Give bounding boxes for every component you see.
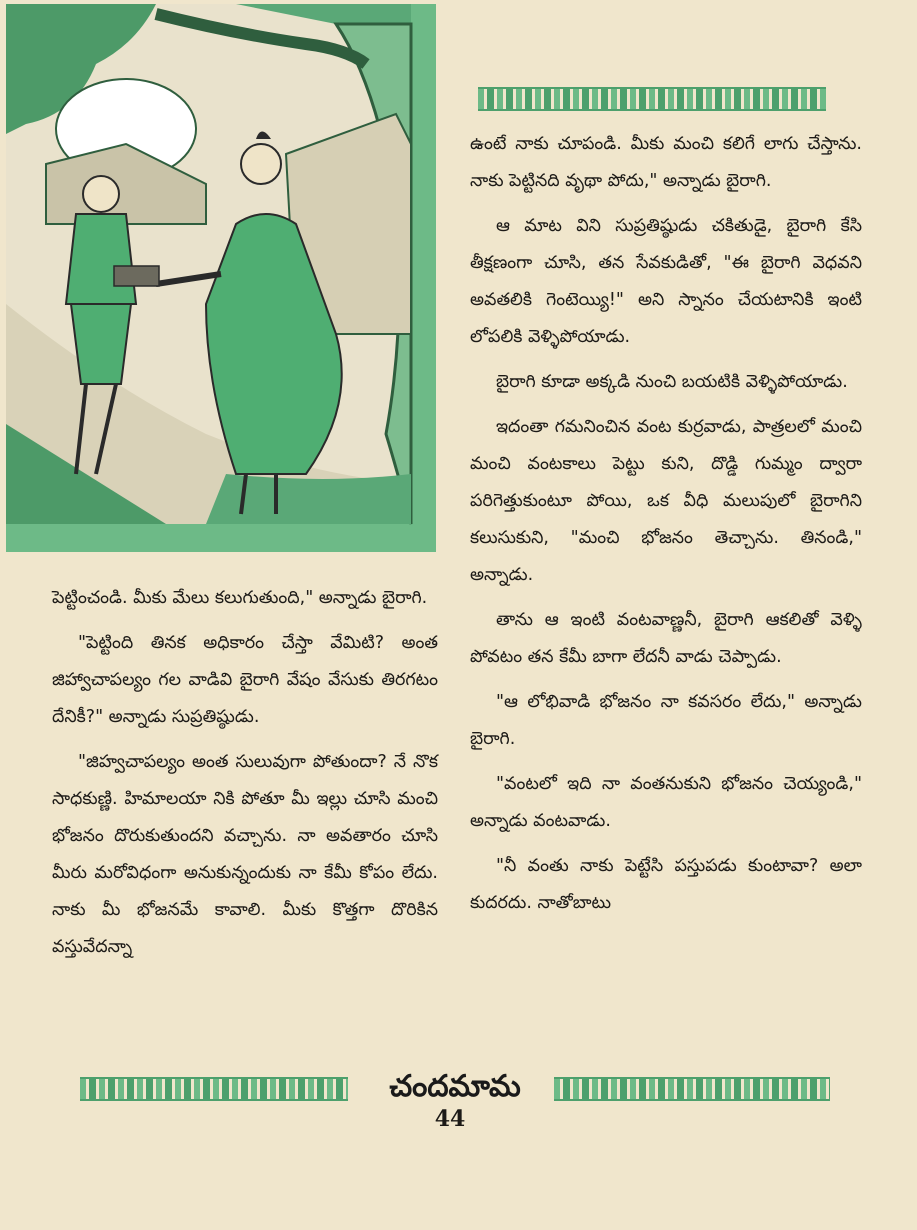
paragraph: తాను ఆ ఇంటి వంటవాణ్ణనీ, బైరాగి ఆకలితో వెళ్ళి పోవటం తన కేమీ బాగా లేదనీ వాడు చెప్పాడు.	[470, 610, 862, 667]
right-column	[470, 126, 862, 930]
left-column	[52, 580, 438, 974]
ornament-border-footer-left	[80, 1077, 348, 1101]
paragraph: ఉంటే నాకు చూపండి. మీకు మంచి కలిగే లాగు చేస్తాను. నాకు పెట్టినది వృథా పోదు," అన్నాడు బైరాగి.	[470, 134, 862, 191]
illustration-art	[6, 4, 436, 552]
paragraph: "పెట్టింది తినక అధికారం చేస్తా వేమిటి? అంత జిహ్వాచాపల్యం గల వాడివి బైరాగి వేషం వేసుకు తిరగటం దేనికీ?" అన్నాడు సుప్రతిష్ఠుడు.	[52, 633, 438, 727]
paragraph: బైరాగి కూడా అక్కడి నుంచి బయటికి వెళ్ళిపోయాడు.	[496, 372, 848, 392]
paragraph: "జిహ్వచాపల్యం అంత సులువుగా పోతుందా? నే నొక సాధకుణ్ణి. హిమాలయా నికి పోతూ మీ ఇల్లు చూసి మంచి భోజనం దొరుకుతుందని వచ్చాను. నా అవతారం చూసి మీరు మరోవిధంగా అనుకున్నందుకు నా కేమీ కోపం లేదు. నాకు మీ భోజనమే కావాలి. మీకు కొత్తగా దొరికిన వస్తువేదన్నా	[52, 752, 438, 957]
paragraph: "వంటలో ఇది నా వంతనుకుని భోజనం చెయ్యండి," అన్నాడు వంటవాడు.	[470, 774, 862, 831]
magazine-title: చందమామ	[389, 1069, 521, 1104]
ornament-border-top	[478, 87, 826, 111]
paragraph: ఆ మాట విని సుప్రతిష్ఠుడు చకితుడై, బైరాగి కేసి తీక్షణంగా చూసి, తన సేవకుడితో, "ఈ బైరాగి వెధవని అవతలికి గెంటెయ్యి!" అని స్నానం చేయటానికి ఇంటి లోపలికి వెళ్ళిపోయాడు.	[470, 216, 862, 347]
paragraph: "ఆ లోభివాడి భోజనం నా కవసరం లేదు," అన్నాడు బైరాగి.	[470, 692, 862, 749]
ornament-border-footer-right	[554, 1077, 830, 1101]
paragraph: ఇదంతా గమనించిన వంట కుర్రవాడు, పాత్రలలో మంచి మంచి వంటకాలు పెట్టు కుని, దొడ్డి గుమ్మం ద్వారా పరిగెత్తుకుంటూ పోయి, ఒక వీధి మలుపులో బైరాగిని కలుసుకుని, "మంచి భోజనం తెచ్చాను. తినండి," అన్నాడు.	[470, 417, 862, 585]
paragraph: "నీ వంతు నాకు పెట్టేసి పస్తుపడు కుంటావా? అలా కుదరదు. నాతోబాటు	[470, 856, 862, 913]
illustration	[6, 4, 436, 552]
page-number: 44	[434, 1106, 466, 1132]
paragraph: పెట్టించండి. మీకు మేలు కలుగుతుంది," అన్నాడు బైరాగి.	[52, 588, 428, 608]
